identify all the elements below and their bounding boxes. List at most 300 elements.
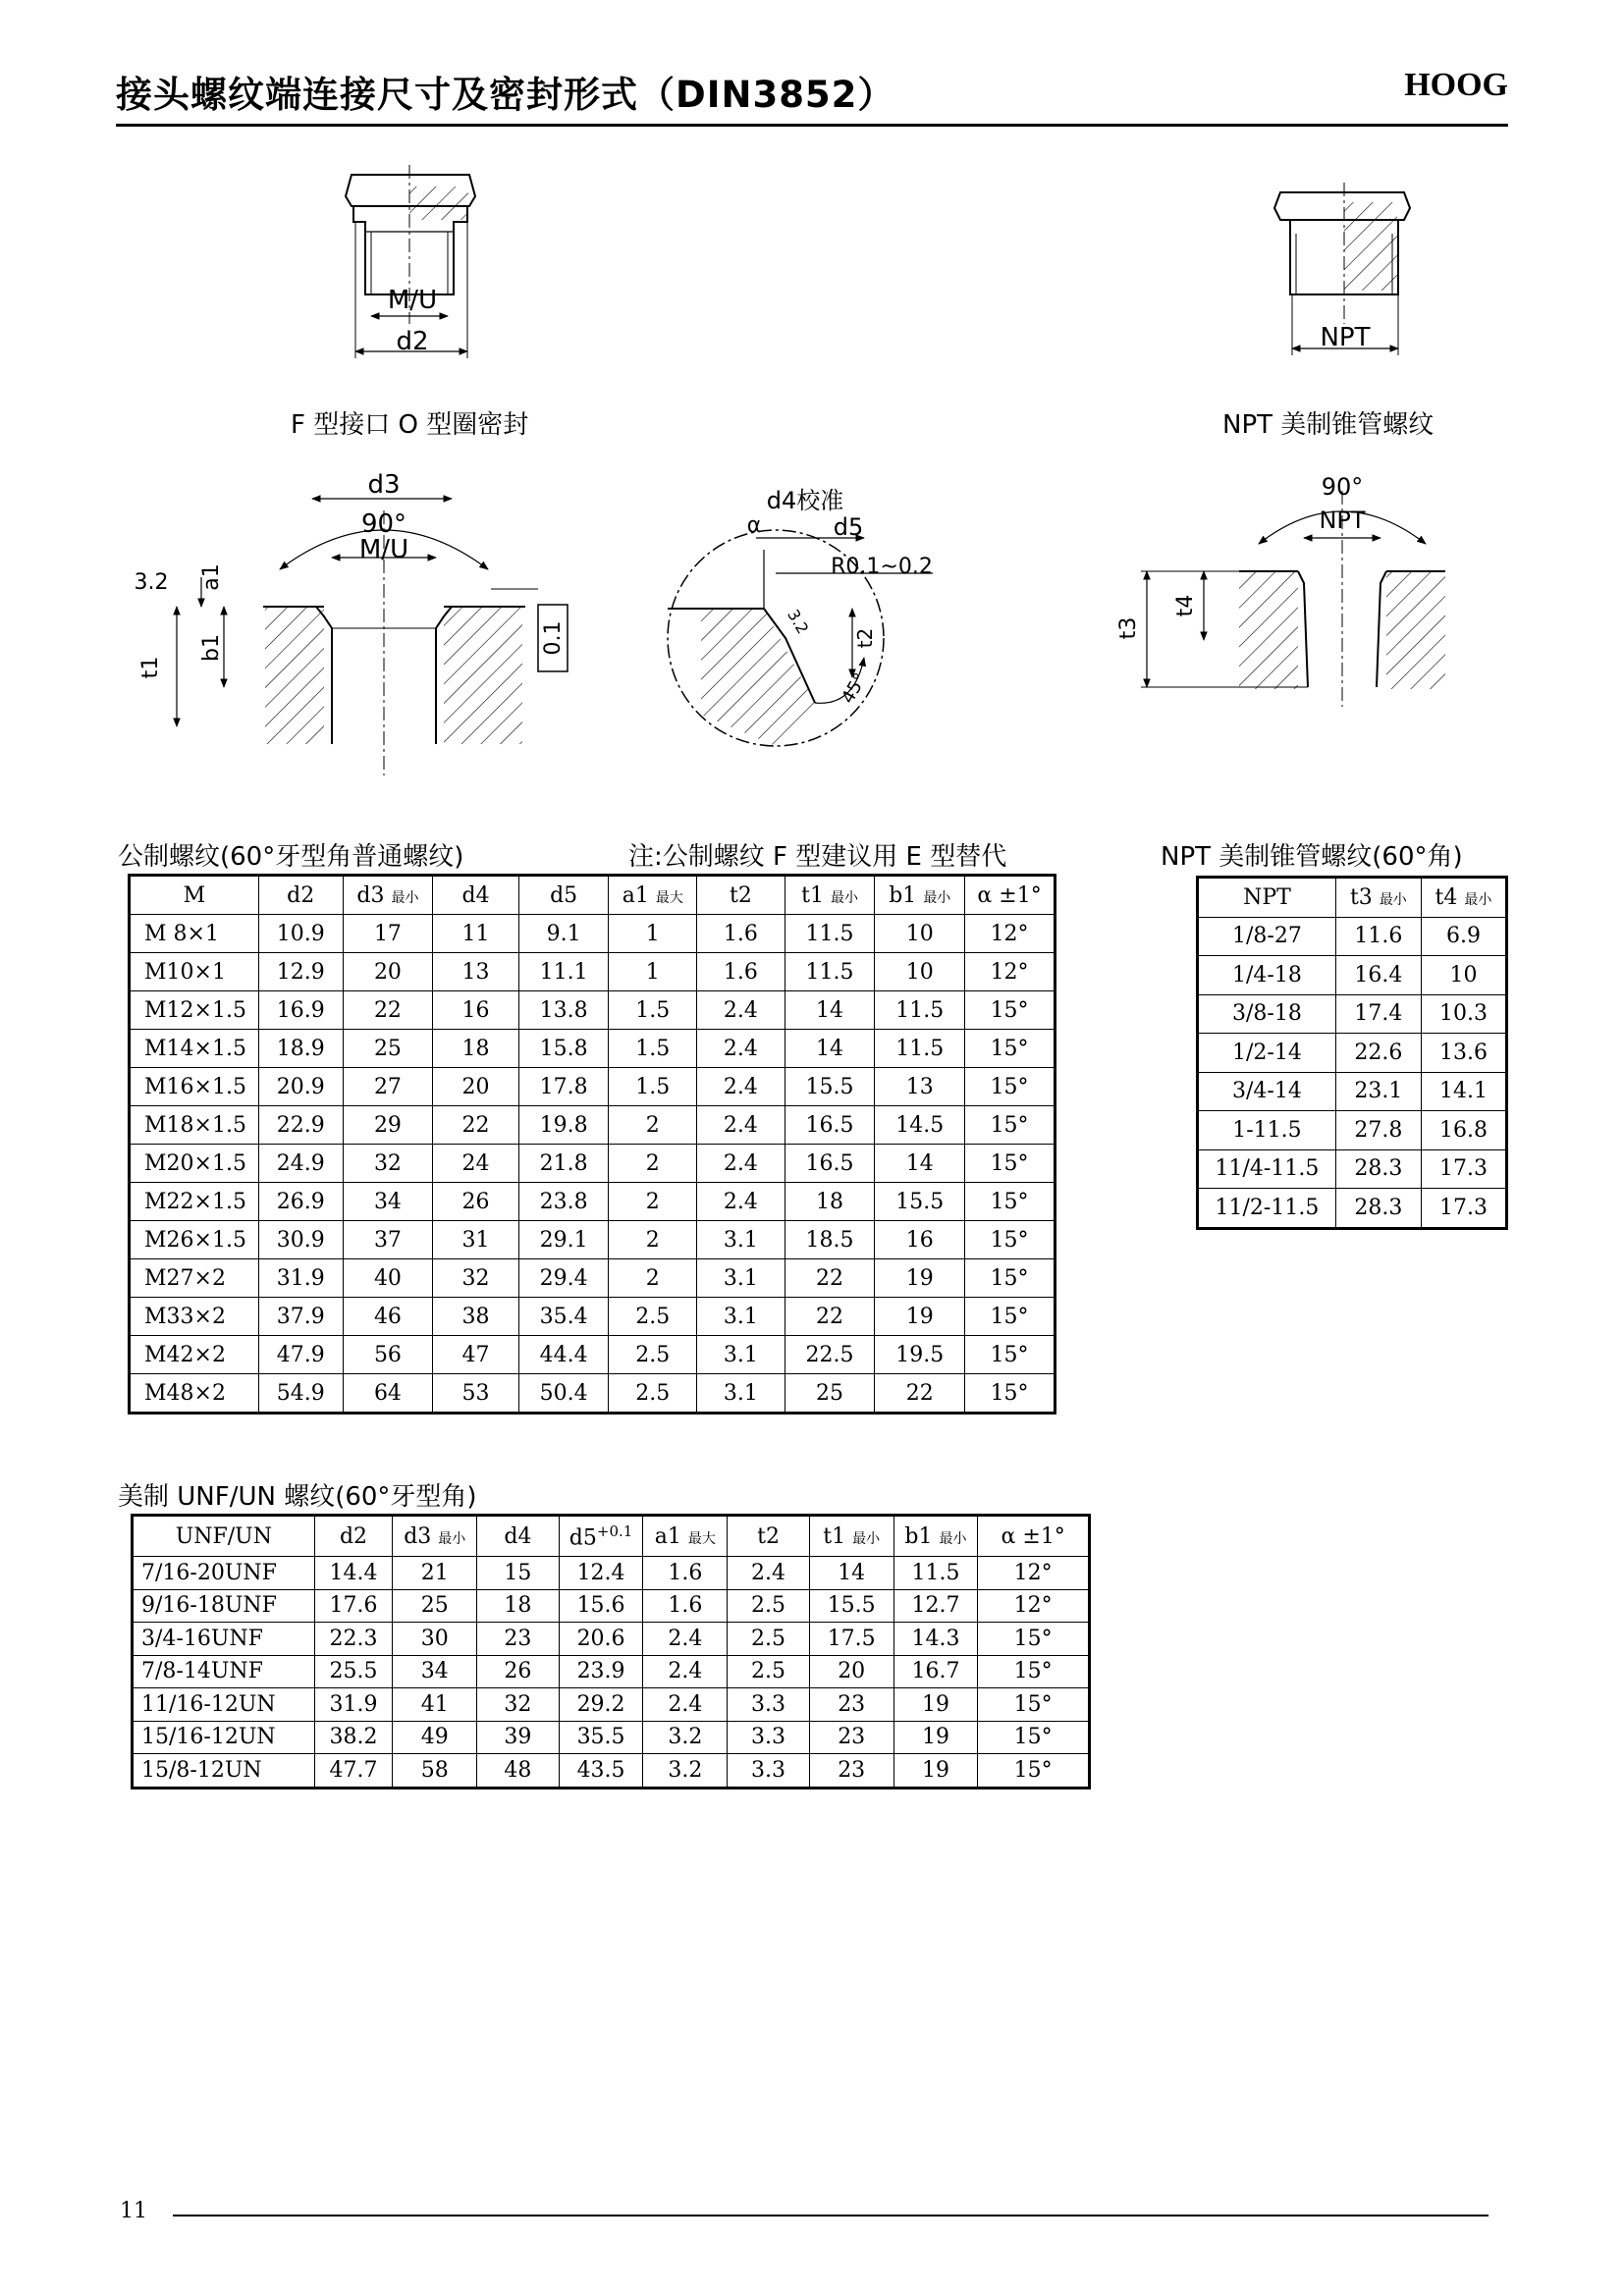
table-cell: 2.5: [609, 1298, 697, 1336]
f-d3-label: d3: [367, 470, 401, 500]
table-cell: M20×1.5: [130, 1145, 259, 1183]
unf-table-title: 美制 UNF/UN 螺纹(60°牙型角): [118, 1482, 477, 1512]
table-cell: 2.5: [609, 1336, 697, 1374]
table-cell: 10.9: [258, 915, 343, 953]
npt-t3-label: t3: [1116, 616, 1141, 640]
table-cell: 1: [609, 915, 697, 953]
table-cell: 22: [343, 991, 433, 1030]
col-header: d3 最小: [393, 1516, 477, 1557]
f-a1-label: a1: [199, 563, 224, 591]
table-cell: 16: [433, 991, 518, 1030]
table-cell: 32: [477, 1688, 560, 1722]
table-cell: 26: [433, 1183, 518, 1221]
table-cell: 15°: [965, 1259, 1056, 1298]
f-mu-label-2: M/U: [358, 535, 409, 564]
table-cell: 23: [809, 1721, 893, 1754]
table-cell: 16.9: [258, 991, 343, 1030]
table-cell: 2.4: [643, 1688, 728, 1722]
table-cell: 18: [433, 1030, 518, 1068]
table-cell: 22: [785, 1259, 875, 1298]
table-cell: 1-11.5: [1198, 1111, 1336, 1150]
col-header: t2: [697, 876, 785, 915]
table-header-row: [130, 876, 1056, 915]
table-row: [130, 1298, 1056, 1336]
table-cell: 20.9: [258, 1068, 343, 1106]
table-cell: 2.4: [728, 1557, 810, 1590]
npt-table-title: NPT 美制锥管螺纹(60°角): [1161, 842, 1463, 872]
f-mu-label: M/U: [387, 286, 438, 315]
table-cell: 14.4: [314, 1557, 393, 1590]
table-row: [1198, 1034, 1507, 1073]
col-header: α ±1°: [965, 876, 1056, 915]
col-header: d4: [477, 1516, 560, 1557]
npt-label-top: NPT: [1320, 323, 1371, 352]
page-number: 11: [120, 2199, 147, 2223]
table-cell: 11.5: [875, 991, 965, 1030]
table-cell: 2: [609, 1106, 697, 1145]
table-cell: 47.9: [258, 1336, 343, 1374]
table-cell: 22.9: [258, 1106, 343, 1145]
table-cell: 10: [875, 953, 965, 991]
table-cell: 1.6: [697, 953, 785, 991]
table-row: [130, 1336, 1056, 1374]
page-title: 接头螺纹端连接尺寸及密封形式（DIN3852）: [116, 74, 895, 116]
table-cell: 15°: [978, 1655, 1090, 1688]
table-cell: 30.9: [258, 1221, 343, 1259]
table-cell: 37: [343, 1221, 433, 1259]
table-cell: 3.3: [728, 1754, 810, 1789]
table-cell: 38.2: [314, 1721, 393, 1754]
table-cell: 10.3: [1421, 994, 1506, 1034]
table-cell: 1.6: [697, 915, 785, 953]
col-header: b1 最小: [875, 876, 965, 915]
col-header: NPT: [1198, 878, 1336, 918]
table-row: [1198, 1149, 1507, 1189]
npt-label-section: NPT: [1319, 507, 1366, 534]
footer-rule: [173, 2215, 1489, 2216]
table-cell: 15.5: [809, 1589, 893, 1623]
technical-drawings: [0, 137, 1624, 834]
table-cell: 2.5: [728, 1589, 810, 1623]
table-row: [130, 1259, 1056, 1298]
table-cell: 3/4-16UNF: [133, 1623, 315, 1656]
table-cell: 9.1: [518, 915, 609, 953]
table-cell: 3.1: [697, 1374, 785, 1414]
table-cell: 17.5: [809, 1623, 893, 1656]
table-cell: 14: [785, 991, 875, 1030]
table-cell: 2.4: [643, 1623, 728, 1656]
table-cell: 34: [343, 1183, 433, 1221]
table-cell: 29.1: [518, 1221, 609, 1259]
table-cell: 23.8: [518, 1183, 609, 1221]
table-cell: 11.5: [893, 1557, 978, 1590]
table-row: [1198, 1072, 1507, 1111]
table-row: [1198, 917, 1507, 956]
f-type-caption: F 型接口 O 型圈密封: [291, 410, 529, 440]
table-row: [130, 991, 1056, 1030]
table-cell: 31.9: [258, 1259, 343, 1298]
detail-d4-label: d4校准: [766, 487, 844, 514]
table-cell: 23: [809, 1754, 893, 1789]
table-cell: 15: [477, 1557, 560, 1590]
table-cell: 15°: [965, 1374, 1056, 1414]
table-row: [133, 1557, 1090, 1590]
col-header: d3 最小: [343, 876, 433, 915]
table-cell: 2.5: [609, 1374, 697, 1414]
table-cell: 3.2: [643, 1721, 728, 1754]
npt-90-label: 90°: [1321, 473, 1364, 501]
table-row: [133, 1688, 1090, 1722]
table-cell: 41: [393, 1688, 477, 1722]
table-cell: 22.3: [314, 1623, 393, 1656]
table-cell: 20: [433, 1068, 518, 1106]
table-cell: 18.5: [785, 1221, 875, 1259]
table-cell: 25: [343, 1030, 433, 1068]
table-cell: 19: [875, 1259, 965, 1298]
table-cell: 14: [809, 1557, 893, 1590]
col-header: $d5^{+0.1}$: [559, 1516, 643, 1557]
metric-table-note: 注:公制螺纹 F 型建议用 E 型替代: [628, 842, 1007, 872]
table-cell: 23.9: [559, 1655, 643, 1688]
table-cell: 1/2-14: [1198, 1034, 1336, 1073]
table-cell: 1: [609, 953, 697, 991]
table-cell: 12.7: [893, 1589, 978, 1623]
col-header: t1 最小: [785, 876, 875, 915]
table-cell: 9/16-18UNF: [133, 1589, 315, 1623]
table-cell: 15°: [978, 1721, 1090, 1754]
table-cell: 2.4: [697, 991, 785, 1030]
npt-thread-table: [1196, 876, 1508, 1230]
table-cell: 12.9: [258, 953, 343, 991]
table-cell: 48: [477, 1754, 560, 1789]
table-cell: 17.3: [1421, 1189, 1506, 1229]
table-cell: 15°: [965, 1336, 1056, 1374]
table-cell: 2: [609, 1145, 697, 1183]
table-cell: M26×1.5: [130, 1221, 259, 1259]
table-cell: 11/2-11.5: [1198, 1189, 1336, 1229]
col-header: b1 最小: [893, 1516, 978, 1557]
table-row: [1198, 994, 1507, 1034]
table-cell: 13: [433, 953, 518, 991]
f-d2-label: d2: [396, 327, 429, 356]
table-cell: 18: [477, 1589, 560, 1623]
table-cell: 22: [785, 1298, 875, 1336]
table-cell: 12°: [965, 915, 1056, 953]
table-cell: 2: [609, 1221, 697, 1259]
table-row: [130, 1030, 1056, 1068]
table-cell: 31: [433, 1221, 518, 1259]
table-row: [130, 1145, 1056, 1183]
table-row: [130, 1374, 1056, 1414]
f-b1-label: b1: [199, 634, 224, 662]
table-cell: 11/16-12UN: [133, 1688, 315, 1722]
table-cell: 15/8-12UN: [133, 1754, 315, 1789]
table-cell: 11: [433, 915, 518, 953]
table-cell: 15°: [965, 1145, 1056, 1183]
table-cell: 13: [875, 1068, 965, 1106]
table-row: [133, 1655, 1090, 1688]
table-cell: 15.5: [875, 1183, 965, 1221]
table-cell: 1.5: [609, 1068, 697, 1106]
table-cell: 10: [1421, 956, 1506, 995]
detail-t2-label: t2: [853, 627, 877, 649]
detail-radius-label: R0.1~0.2: [831, 555, 933, 579]
table-cell: 14.3: [893, 1623, 978, 1656]
col-header: t1 最小: [809, 1516, 893, 1557]
table-cell: 17.4: [1335, 994, 1421, 1034]
table-cell: 29.2: [559, 1688, 643, 1722]
table-cell: 17: [343, 915, 433, 953]
unf-thread-table: [131, 1514, 1091, 1789]
detail-45-label: 45°: [838, 669, 872, 708]
table-row: [133, 1623, 1090, 1656]
table-cell: M22×1.5: [130, 1183, 259, 1221]
col-header: α ±1°: [978, 1516, 1090, 1557]
table-cell: 3.3: [728, 1721, 810, 1754]
table-cell: 2.4: [643, 1655, 728, 1688]
table-cell: 1.5: [609, 991, 697, 1030]
table-cell: 13.6: [1421, 1034, 1506, 1073]
table-cell: 15°: [978, 1623, 1090, 1656]
brand-logo: HOOG: [1404, 67, 1508, 103]
table-cell: 16.8: [1421, 1111, 1506, 1150]
npt-caption: NPT 美制锥管螺纹: [1222, 410, 1435, 440]
table-cell: 12°: [965, 953, 1056, 991]
table-cell: 17.8: [518, 1068, 609, 1106]
table-cell: M33×2: [130, 1298, 259, 1336]
table-cell: 34: [393, 1655, 477, 1688]
table-cell: 11.5: [875, 1030, 965, 1068]
table-cell: 25: [785, 1374, 875, 1414]
table-cell: 13.8: [518, 991, 609, 1030]
table-cell: 15°: [965, 1183, 1056, 1221]
table-cell: 1.6: [643, 1557, 728, 1590]
table-cell: 23: [809, 1688, 893, 1722]
table-row: [130, 1068, 1056, 1106]
table-cell: 19: [893, 1754, 978, 1789]
table-cell: 2.4: [697, 1030, 785, 1068]
table-row: [130, 1221, 1056, 1259]
table-cell: 15.6: [559, 1589, 643, 1623]
table-cell: 3.1: [697, 1336, 785, 1374]
f-90-label: 90°: [360, 509, 407, 539]
table-row: [133, 1589, 1090, 1623]
table-cell: 2.5: [728, 1655, 810, 1688]
table-cell: 39: [477, 1721, 560, 1754]
table-cell: 11.6: [1335, 917, 1421, 956]
table-cell: 2.4: [697, 1183, 785, 1221]
table-cell: M42×2: [130, 1336, 259, 1374]
table-cell: 1/4-18: [1198, 956, 1336, 995]
unf-table-body: [133, 1557, 1090, 1789]
header-rule: [116, 124, 1508, 127]
table-cell: 40: [343, 1259, 433, 1298]
table-cell: 3.1: [697, 1221, 785, 1259]
table-cell: 53: [433, 1374, 518, 1414]
detail-alpha-label: α: [746, 513, 762, 538]
table-cell: 2.4: [697, 1106, 785, 1145]
table-cell: 23.1: [1335, 1072, 1421, 1111]
table-cell: 18: [785, 1183, 875, 1221]
table-row: [133, 1754, 1090, 1789]
table-cell: 25.5: [314, 1655, 393, 1688]
col-header: t2: [728, 1516, 810, 1557]
table-row: [133, 1721, 1090, 1754]
table-cell: M 8×1: [130, 915, 259, 953]
f-flatness-label: 0.1: [541, 620, 566, 656]
col-header: d2: [258, 876, 343, 915]
table-cell: 12°: [978, 1557, 1090, 1590]
col-header: a1 最大: [643, 1516, 728, 1557]
metric-table-body: [130, 915, 1056, 1414]
table-cell: 17.6: [314, 1589, 393, 1623]
table-cell: 24.9: [258, 1145, 343, 1183]
metric-table-title: 公制螺纹(60°牙型角普通螺纹): [118, 842, 464, 872]
table-cell: 20: [809, 1655, 893, 1688]
table-cell: 11.5: [785, 915, 875, 953]
col-header: a1 最大: [609, 876, 697, 915]
table-cell: 43.5: [559, 1754, 643, 1789]
col-header: d5: [518, 876, 609, 915]
table-header-row: [1198, 878, 1507, 918]
table-cell: 24: [433, 1145, 518, 1183]
table-cell: 11.5: [785, 953, 875, 991]
table-cell: 23: [477, 1623, 560, 1656]
table-cell: 17.3: [1421, 1149, 1506, 1189]
table-cell: M48×2: [130, 1374, 259, 1414]
table-cell: 14.1: [1421, 1072, 1506, 1111]
f-t1-label: t1: [138, 656, 163, 679]
table-cell: M12×1.5: [130, 991, 259, 1030]
table-cell: 22: [875, 1374, 965, 1414]
table-cell: 21.8: [518, 1145, 609, 1183]
npt-table-body: [1198, 917, 1507, 1228]
table-cell: 1/8-27: [1198, 917, 1336, 956]
table-cell: 19.8: [518, 1106, 609, 1145]
table-cell: 15°: [965, 1068, 1056, 1106]
table-cell: 15°: [965, 1298, 1056, 1336]
table-cell: 20: [343, 953, 433, 991]
table-cell: 49: [393, 1721, 477, 1754]
metric-thread-table: [128, 874, 1056, 1415]
table-cell: 11.1: [518, 953, 609, 991]
table-cell: 16: [875, 1221, 965, 1259]
table-cell: 64: [343, 1374, 433, 1414]
table-cell: 2.4: [697, 1145, 785, 1183]
table-cell: M10×1: [130, 953, 259, 991]
table-cell: 1.6: [643, 1589, 728, 1623]
detail-d5-label: d5: [833, 513, 864, 541]
table-cell: 25: [393, 1589, 477, 1623]
table-cell: 15°: [978, 1688, 1090, 1722]
table-cell: 28.3: [1335, 1149, 1421, 1189]
table-cell: 16.5: [785, 1145, 875, 1183]
table-cell: 18.9: [258, 1030, 343, 1068]
table-cell: 27: [343, 1068, 433, 1106]
table-cell: 35.5: [559, 1721, 643, 1754]
table-cell: 11/4-11.5: [1198, 1149, 1336, 1189]
table-cell: M18×1.5: [130, 1106, 259, 1145]
table-cell: 22.6: [1335, 1034, 1421, 1073]
table-cell: 31.9: [314, 1688, 393, 1722]
table-cell: 46: [343, 1298, 433, 1336]
table-cell: 22: [433, 1106, 518, 1145]
table-cell: 19: [875, 1298, 965, 1336]
table-cell: 32: [343, 1145, 433, 1183]
detail-32-label: 3.2: [784, 606, 813, 638]
table-row: [1198, 1111, 1507, 1150]
table-cell: 3/8-18: [1198, 994, 1336, 1034]
npt-t4-label: t4: [1173, 594, 1198, 617]
table-cell: 7/16-20UNF: [133, 1557, 315, 1590]
table-cell: 54.9: [258, 1374, 343, 1414]
table-cell: 6.9: [1421, 917, 1506, 956]
table-cell: 2.5: [728, 1623, 810, 1656]
table-cell: 14: [875, 1145, 965, 1183]
col-header: M: [130, 876, 259, 915]
table-cell: 15°: [965, 991, 1056, 1030]
table-cell: 2: [609, 1259, 697, 1298]
table-row: [130, 1106, 1056, 1145]
table-cell: 20.6: [559, 1623, 643, 1656]
table-cell: 29: [343, 1106, 433, 1145]
f-roughness-label: 3.2: [134, 570, 169, 595]
col-header: d4: [433, 876, 518, 915]
table-cell: 35.4: [518, 1298, 609, 1336]
table-cell: 1.5: [609, 1030, 697, 1068]
table-header-row: [133, 1516, 1090, 1557]
table-cell: 3.3: [728, 1688, 810, 1722]
table-cell: 15°: [965, 1030, 1056, 1068]
table-cell: 58: [393, 1754, 477, 1789]
table-cell: 16.5: [785, 1106, 875, 1145]
table-cell: 15°: [978, 1754, 1090, 1789]
table-cell: 19.5: [875, 1336, 965, 1374]
col-header: d2: [314, 1516, 393, 1557]
table-cell: 3.2: [643, 1754, 728, 1789]
table-cell: 19: [893, 1721, 978, 1754]
table-cell: 26: [477, 1655, 560, 1688]
table-cell: 27.8: [1335, 1111, 1421, 1150]
table-cell: 21: [393, 1557, 477, 1590]
table-cell: M16×1.5: [130, 1068, 259, 1106]
table-cell: 44.4: [518, 1336, 609, 1374]
table-cell: 26.9: [258, 1183, 343, 1221]
col-header: UNF/UN: [133, 1516, 315, 1557]
table-row: [1198, 1189, 1507, 1229]
table-cell: 22.5: [785, 1336, 875, 1374]
table-cell: 15°: [965, 1106, 1056, 1145]
col-header: t3 最小: [1335, 878, 1421, 918]
table-row: [130, 953, 1056, 991]
table-cell: 38: [433, 1298, 518, 1336]
table-cell: 15°: [965, 1221, 1056, 1259]
table-cell: 29.4: [518, 1259, 609, 1298]
table-cell: 12°: [978, 1589, 1090, 1623]
table-cell: 30: [393, 1623, 477, 1656]
table-cell: M14×1.5: [130, 1030, 259, 1068]
table-cell: 14: [785, 1030, 875, 1068]
table-cell: 3.1: [697, 1298, 785, 1336]
table-cell: 28.3: [1335, 1189, 1421, 1229]
table-cell: 37.9: [258, 1298, 343, 1336]
table-cell: 47: [433, 1336, 518, 1374]
table-cell: 12.4: [559, 1557, 643, 1590]
table-cell: 15.8: [518, 1030, 609, 1068]
table-cell: 19: [893, 1688, 978, 1722]
col-header: t4 最小: [1421, 878, 1506, 918]
table-cell: 47.7: [314, 1754, 393, 1789]
